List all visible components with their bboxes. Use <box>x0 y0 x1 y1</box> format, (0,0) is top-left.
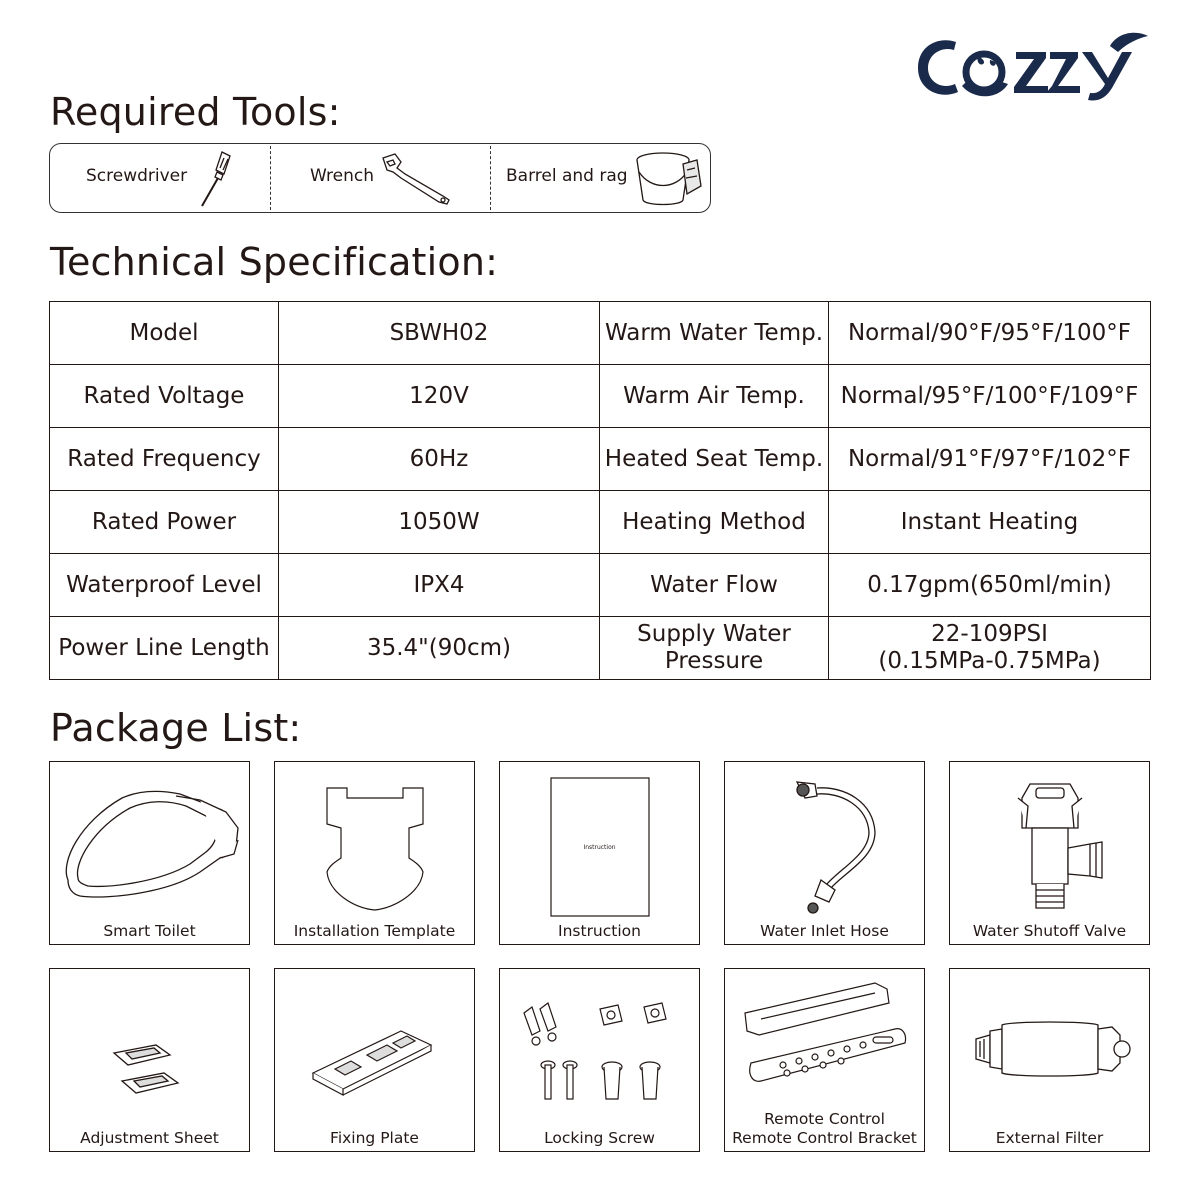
spec-label: Heated Seat Temp. <box>600 428 829 491</box>
spec-value: 35.4"(90cm) <box>279 617 600 680</box>
package-item-instruction <box>499 761 700 945</box>
table-row <box>50 554 1151 617</box>
spec-value-line: (0.15MPa-0.75MPa) <box>878 648 1101 674</box>
shutoff-valve-icon <box>950 762 1148 922</box>
package-item-label: Installation Template <box>293 922 456 940</box>
package-item-label: Water Shutoff Valve <box>972 922 1127 940</box>
package-item-water-inlet-hose <box>724 761 925 945</box>
table-row <box>50 302 1151 365</box>
fixing-plate-icon <box>275 969 473 1129</box>
tool-screwdriver <box>50 144 270 212</box>
package-item-water-shutoff-valve <box>949 761 1150 945</box>
spec-label: Rated Frequency <box>50 428 279 491</box>
barrel-icon <box>631 150 707 208</box>
spec-value: SBWH02 <box>279 302 600 365</box>
package-item-label: Remote Control Bracket <box>732 1129 917 1147</box>
spec-value: 120V <box>279 365 600 428</box>
tool-barrel <box>491 144 710 212</box>
adjustment-sheet-icon <box>50 969 248 1129</box>
table-row <box>50 365 1151 428</box>
spec-label: Power Line Length <box>50 617 279 680</box>
spec-value: Normal/95°F/100°F/109°F <box>829 365 1151 428</box>
spec-label: Model <box>50 302 279 365</box>
table-row <box>50 428 1151 491</box>
spec-value <box>829 617 1151 680</box>
spec-value: IPX4 <box>279 554 600 617</box>
package-item-label: External Filter <box>995 1129 1104 1147</box>
package-item-label: Fixing Plate <box>330 1129 419 1147</box>
locking-screw-icon <box>500 969 698 1129</box>
tools-panel <box>49 143 711 213</box>
tool-label: Barrel and rag <box>506 166 628 186</box>
spec-label: Warm Air Temp. <box>600 365 829 428</box>
spec-label <box>600 617 829 680</box>
spec-label: Warm Water Temp. <box>600 302 829 365</box>
smart-toilet-icon <box>50 762 248 922</box>
spec-value: 60Hz <box>279 428 600 491</box>
spec-label: Heating Method <box>600 491 829 554</box>
package-item-adjustment-sheet <box>49 968 250 1152</box>
package-section-title: Package List: <box>50 706 302 750</box>
spec-value: Normal/91°F/97°F/102°F <box>829 428 1151 491</box>
installation-template-icon <box>275 762 473 922</box>
package-item-installation-template <box>274 761 475 945</box>
table-row <box>50 491 1151 554</box>
package-item-external-filter <box>949 968 1150 1152</box>
cozy-logo <box>912 26 1162 108</box>
water-hose-icon <box>725 762 923 922</box>
tool-wrench <box>271 144 490 212</box>
wrench-icon <box>377 150 457 208</box>
tools-section-title: Required Tools: <box>50 90 341 134</box>
spec-value: 1050W <box>279 491 600 554</box>
spec-label-line: Supply Water <box>637 621 791 647</box>
package-item-label: Locking Screw <box>544 1129 655 1147</box>
instruction-cover-text: Instruction <box>583 844 616 851</box>
package-item-locking-screw <box>499 968 700 1152</box>
spec-table <box>49 301 1151 680</box>
spec-label-line: Pressure <box>664 648 764 674</box>
spec-label: Waterproof Level <box>50 554 279 617</box>
spec-value: Normal/90°F/95°F/100°F <box>829 302 1151 365</box>
tool-label: Wrench <box>310 166 375 186</box>
package-item-label: Water Inlet Hose <box>760 922 889 940</box>
spec-value: Instant Heating <box>829 491 1151 554</box>
package-item-smart-toilet <box>49 761 250 945</box>
screwdriver-icon <box>188 148 238 210</box>
external-filter-icon <box>950 969 1148 1129</box>
remote-control-icon <box>725 969 923 1129</box>
spec-value: 0.17gpm(650ml/min) <box>829 554 1151 617</box>
package-item-label: Adjustment Sheet <box>80 1129 219 1147</box>
instruction-booklet-icon <box>500 762 698 922</box>
package-item-label: Instruction <box>558 922 641 940</box>
package-item-label: Smart Toilet <box>103 922 196 940</box>
table-row <box>50 617 1151 680</box>
spec-value-line: 22-109PSI <box>931 621 1048 647</box>
spec-label: Water Flow <box>600 554 829 617</box>
spec-label: Rated Power <box>50 491 279 554</box>
package-item-label: Remote Control <box>764 1110 885 1128</box>
package-item-remote-control <box>724 968 925 1152</box>
spec-section-title: Technical Specification: <box>50 240 499 284</box>
package-item-fixing-plate <box>274 968 475 1152</box>
tool-label: Screwdriver <box>86 166 188 186</box>
spec-label: Rated Voltage <box>50 365 279 428</box>
